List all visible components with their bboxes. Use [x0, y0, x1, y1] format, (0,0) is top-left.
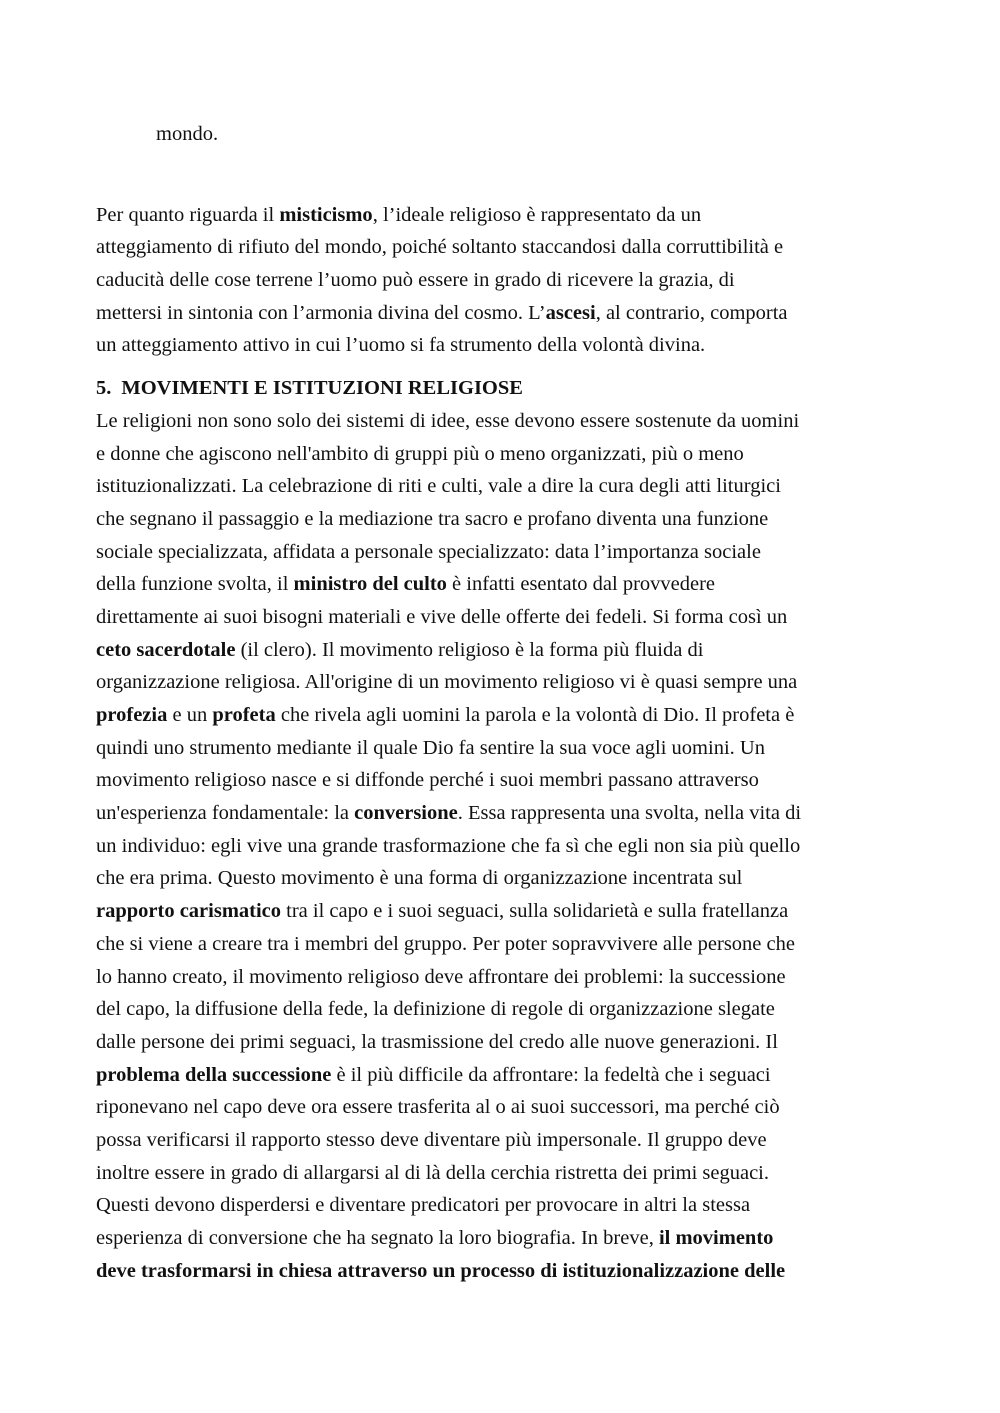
text-line: [96, 797, 916, 830]
text-line: [96, 928, 916, 961]
bold-term: misticismo: [279, 203, 373, 226]
text-line: [96, 1091, 916, 1124]
text-run: istituzionalizzati. La celebrazione di riti e culti, vale a dire la cura degli atti liturgici: [96, 475, 781, 498]
text-line: mondo.: [156, 123, 219, 145]
paragraph-gap: [96, 151, 916, 199]
text-line: [96, 699, 916, 732]
text-line: [96, 199, 916, 232]
bold-term: deve trasformarsi in chiesa attraverso un processo di istituzionalizzazione delle: [96, 1259, 786, 1282]
text-line: [96, 297, 916, 330]
paragraph-movimenti: [96, 405, 916, 1288]
text-run: che segnano il passaggio e la mediazione tra sacro e profano diventa una funzione: [96, 507, 769, 530]
text-run: dalle persone dei primi seguaci, la trasmissione del credo alle nuove generazioni. Il: [96, 1030, 778, 1053]
section-number: 5.: [96, 377, 112, 400]
text-line: [96, 1124, 916, 1157]
text-run: atteggiamento di rifiuto del mondo, poiché soltanto staccandosi dalla corruttibilità e: [96, 236, 784, 259]
text-run: lo hanno creato, il movimento religioso deve affrontare dei problemi: la successione: [96, 965, 786, 988]
text-line: [96, 601, 916, 634]
text-line: [96, 830, 916, 863]
text-line: [96, 438, 916, 471]
text-run: è il più difficile da affrontare: la fedeltà che i seguaci: [331, 1063, 771, 1086]
document-page: [96, 118, 916, 1287]
text-line: [96, 405, 916, 438]
section-heading: [96, 372, 916, 405]
text-line: [96, 993, 916, 1026]
text-run: quindi uno strumento mediante il quale Dio fa sentire la sua voce agli uomini. Un: [96, 736, 765, 759]
text-line: [96, 568, 916, 601]
bold-term: ascesi: [545, 301, 596, 324]
text-line: [96, 895, 916, 928]
text-run: che si viene a creare tra i membri del gruppo. Per poter sopravvivere alle persone che: [96, 932, 795, 955]
bold-term: ceto sacerdotale: [96, 638, 236, 661]
section-title: MOVIMENTI E ISTITUZIONI RELIGIOSE: [121, 377, 523, 400]
text-run: movimento religioso nasce e si diffonde perché i suoi membri passano attraverso: [96, 769, 759, 792]
text-line: [96, 503, 916, 536]
text-line: [96, 862, 916, 895]
text-run: Questi devono disperdersi e diventare predicatori per provocare in altri la stessa: [96, 1194, 751, 1217]
text-line: [96, 231, 916, 264]
text-line: [96, 961, 916, 994]
text-run: un atteggiamento attivo in cui l’uomo si fa strumento della volontà divina.: [96, 334, 706, 357]
text-line: [96, 764, 916, 797]
text-line: [96, 470, 916, 503]
text-run: , al contrario, comporta: [595, 301, 788, 324]
text-run: possa verificarsi il rapporto stesso deve diventare più impersonale. Il gruppo deve: [96, 1128, 767, 1151]
bold-term: profezia: [96, 704, 168, 726]
paragraph-misticismo: [96, 199, 916, 362]
text-run: , l’ideale religioso è rappresentato da un: [372, 203, 702, 226]
text-run: che rivela agli uomini la parola e la volontà di Dio. Il profeta è: [275, 704, 795, 726]
text-line: [96, 1157, 916, 1190]
bold-term: problema della successione: [96, 1063, 332, 1086]
text-line: [96, 732, 916, 765]
text-run: Per quanto riguarda il: [96, 203, 280, 226]
text-line: [96, 666, 916, 699]
text-run: (il clero). Il movimento religioso è la forma più fluida di: [235, 638, 704, 661]
text-run: sociale specializzata, affidata a personale specializzato: data l’importanza sociale: [96, 540, 761, 563]
continuation-text: [96, 118, 916, 151]
text-line: [96, 1189, 916, 1222]
paragraph-gap: [96, 362, 916, 372]
text-run: direttamente ai suoi bisogni materiali e vive delle offerte dei fedeli. Si forma così un: [96, 605, 788, 628]
text-run: riponevano nel capo deve ora essere trasferita al o ai suoi successori, ma perché ciò: [96, 1096, 780, 1119]
text-run: inoltre essere in grado di allargarsi al di là della cerchia ristretta dei primi seguaci.: [96, 1161, 770, 1184]
text-run: esperienza di conversione che ha segnato la loro biografia. In breve,: [96, 1227, 659, 1249]
text-run: . Essa rappresenta una svolta, nella vita di: [457, 802, 802, 825]
bold-term: profeta: [212, 704, 276, 726]
text-run: e donne che agiscono nell'ambito di gruppi più o meno organizzati, più o meno: [96, 442, 744, 465]
text-run: e un: [167, 704, 213, 726]
text-run: tra il capo e i suoi seguaci, sulla solidarietà e sulla fratellanza: [281, 900, 789, 923]
text-run: caducità delle cose terrene l’uomo può essere in grado di ricevere la grazia, di: [96, 269, 735, 292]
text-line: [96, 264, 916, 297]
text-line: [96, 329, 916, 362]
bold-term: il movimento: [658, 1227, 774, 1249]
text-line: [96, 536, 916, 569]
text-run: Le religioni non sono solo dei sistemi di idee, esse devono essere sostenute da uomini: [96, 409, 800, 432]
bold-term: rapporto carismatico: [96, 900, 282, 923]
text-line: [96, 1255, 916, 1288]
text-run: organizzazione religiosa. All'origine di un movimento religioso vi è quasi sempre una: [96, 671, 798, 694]
text-line: [96, 1059, 916, 1092]
text-run: mettersi in sintonia con l’armonia divina del cosmo. L’: [96, 301, 546, 324]
text-run: un'esperienza fondamentale: la: [96, 802, 355, 825]
text-line: [96, 1026, 916, 1059]
text-run: è infatti esentato dal provvedere: [446, 573, 716, 596]
text-run: della funzione svolta, il: [96, 573, 294, 596]
bold-term: ministro del culto: [293, 573, 447, 596]
bold-term: conversione: [354, 802, 458, 825]
text-run: un individuo: egli vive una grande trasformazione che fa sì che egli non sia più quello: [96, 834, 801, 857]
text-run: del capo, la diffusione della fede, la definizione di regole di organizzazione slegate: [96, 998, 775, 1021]
text-line: [96, 634, 916, 667]
text-line: [96, 1222, 916, 1255]
text-run: che era prima. Questo movimento è una forma di organizzazione incentrata sul: [96, 867, 743, 890]
